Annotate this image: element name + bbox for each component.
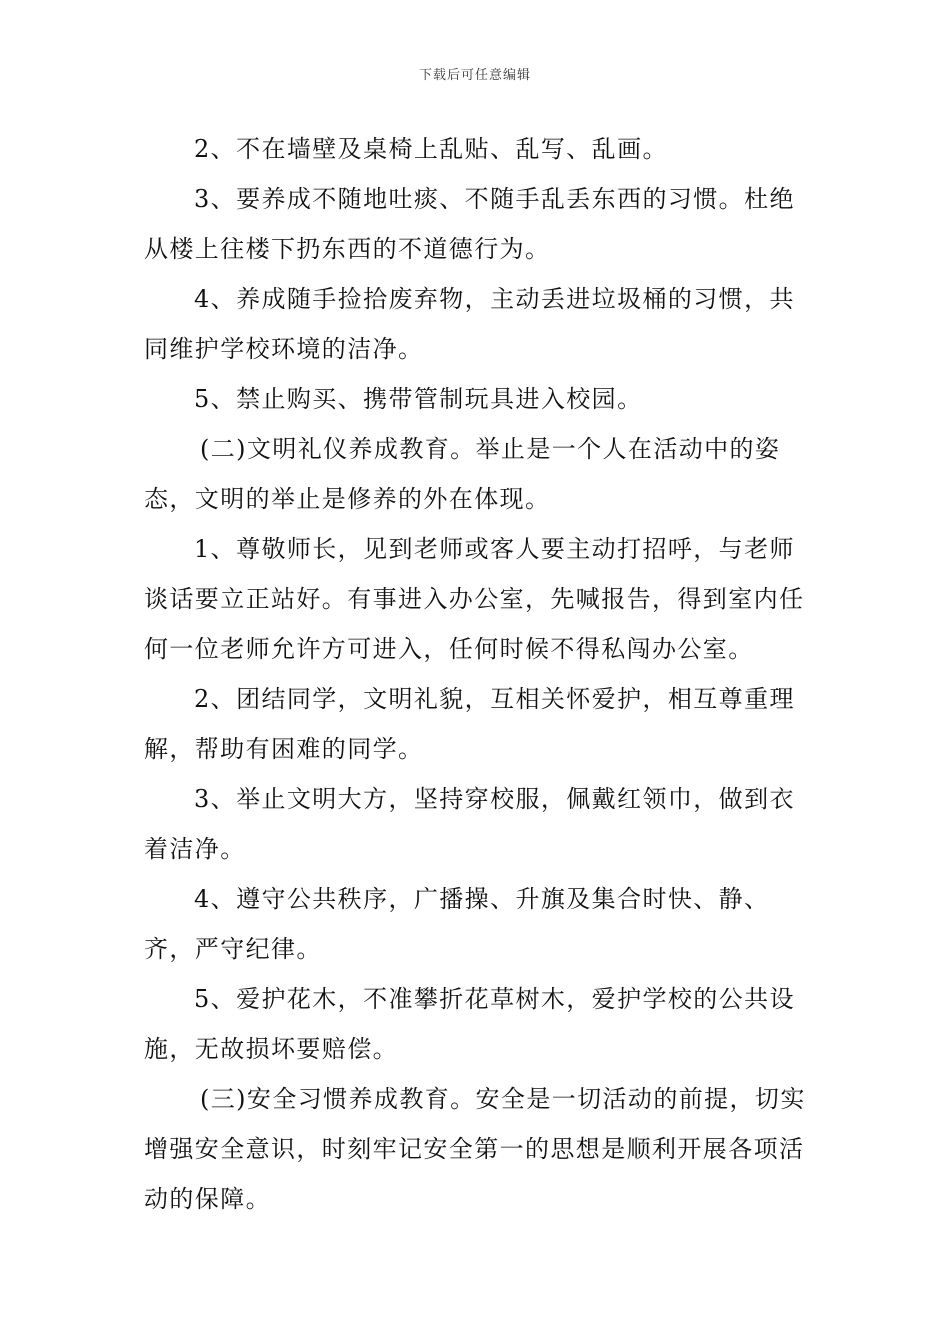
paragraph-etiquette-2: 2、团结同学，文明礼貌，互相关怀爱护，相互尊重理解，帮助有困难的同学。 — [144, 685, 795, 763]
paragraph-etiquette-1: 1、尊敬师长，见到老师或客人要主动打招呼，与老师谈话要立正站好。有事进入办公室，先喊报告，得到室内任何一位老师允许方可进入，任何时候不得私闯办公室。 — [144, 535, 805, 663]
section-heading-etiquette: (二)文明礼仪养成教育。举止是一个人在活动中的姿态，文明的举止是修养的外在体现。 — [144, 435, 781, 513]
paragraph-rule-3: 3、要养成不随地吐痰、不随手乱丢东西的习惯。杜绝从楼上往楼下扔东西的不道德行为。 — [144, 185, 795, 263]
page-header: 下载后可任意编辑 — [418, 68, 531, 83]
section-heading-safety: (三)安全习惯养成教育。安全是一切活动的前提，切实增强安全意识，时刻牢记安全第一的思想是顺利开展各项活动的保障。 — [144, 1085, 806, 1213]
document-body — [144, 124, 816, 1224]
paragraph-etiquette-4: 4、遵守公共秩序，广播操、升旗及集合时快、静、齐，严守纪律。 — [144, 885, 770, 963]
paragraph-rule-2: 2、不在墙壁及桌椅上乱贴、乱写、乱画。 — [194, 135, 668, 163]
paragraph-etiquette-3: 3、举止文明大方，坚持穿校服，佩戴红领巾，做到衣着洁净。 — [144, 785, 795, 863]
paragraph-rule-4: 4、养成随手捡拾废弃物，主动丢进垃圾桶的习惯，共同维护学校环境的洁净。 — [144, 285, 795, 363]
paragraph-etiquette-5: 5、爱护花木，不准攀折花草树木，爱护学校的公共设施，无故损坏要赔偿。 — [144, 985, 795, 1063]
paragraph-rule-5: 5、禁止购买、携带管制玩具进入校园。 — [194, 385, 643, 413]
